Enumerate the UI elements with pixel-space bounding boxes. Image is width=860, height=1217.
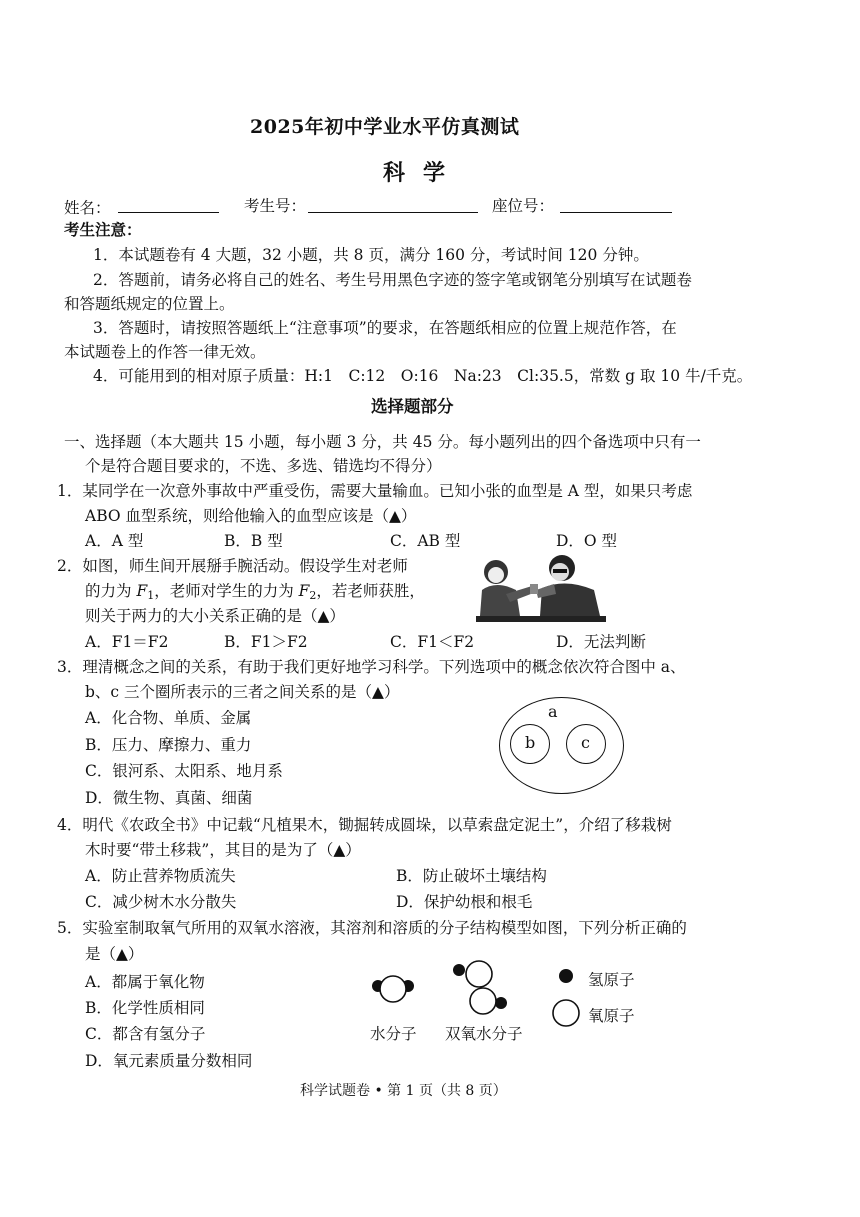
water-molecule-icon bbox=[372, 976, 414, 1002]
question-4: 4．明代《农政全书》中记载“凡植果木，锄掘转成圆垛，以草索盘定泥土”，介绍了移栽树 bbox=[57, 816, 672, 834]
name-label: 姓名： bbox=[64, 199, 111, 217]
option-b: B．压力、摩擦力、重力 bbox=[85, 736, 252, 754]
option-c: C．都含有氢分子 bbox=[85, 1025, 206, 1043]
option-d: D．无法判断 bbox=[556, 633, 646, 651]
question-2-line3: 则关于两力的大小关系正确的是（▲） bbox=[85, 607, 345, 625]
arm-wrestling-illustration bbox=[476, 550, 606, 628]
option-a: A．防止营养物质流失 bbox=[85, 867, 236, 885]
hydrogen-atom-icon bbox=[559, 969, 573, 983]
peroxide-molecule-label: 双氧水分子 bbox=[445, 1025, 523, 1043]
option-a: A．化合物、单质、金属 bbox=[85, 709, 252, 727]
option-b: B．化学性质相同 bbox=[85, 999, 205, 1017]
section-title: 选择题部分 bbox=[371, 397, 454, 416]
option-a: A．F1＝F2 bbox=[85, 633, 169, 651]
oxygen-atom-icon bbox=[553, 1000, 579, 1026]
option-d: D．保护幼根和根毛 bbox=[396, 893, 533, 911]
option-c: C．F1＜F2 bbox=[390, 633, 475, 651]
question-3: 3．理清概念之间的关系，有助于我们更好地学习科学。下列选项中的概念依次符合图中 a、 bbox=[57, 658, 686, 676]
question-1-line2: ABO 血型系统，则给他输入的血型应该是（▲） bbox=[85, 507, 417, 525]
notice-item: 3．答题时，请按照答题纸上“注意事项”的要求，在答题纸相应的位置上规范作答，在 bbox=[93, 319, 677, 337]
notice-item: 1．本试题卷有 4 大题，32 小题，共 8 页，满分 160 分，考试时间 120 分钟。 bbox=[93, 246, 649, 264]
exam-no-label: 考生号： bbox=[244, 197, 307, 215]
option-b: B．B 型 bbox=[224, 532, 283, 550]
exam-no-field[interactable] bbox=[308, 212, 478, 213]
question-5-line2: 是（▲） bbox=[85, 945, 144, 963]
legend-hydrogen-label: 氢原子 bbox=[588, 971, 635, 989]
venn-label-c: c bbox=[581, 733, 590, 752]
option-c: C．银河系、太阳系、地月系 bbox=[85, 762, 283, 780]
name-field[interactable] bbox=[118, 212, 219, 213]
notice-item: 本试题卷上的作答一律无效。 bbox=[64, 343, 266, 361]
option-b: B．F1＞F2 bbox=[224, 633, 308, 651]
water-molecule-label: 水分子 bbox=[370, 1025, 417, 1043]
section-heading: 一、选择题（本大题共 15 小题，每小题 3 分，共 45 分。每小题列出的四个备选项中只有一 bbox=[64, 433, 701, 451]
option-a: A．A 型 bbox=[85, 532, 144, 550]
venn-label-b: b bbox=[525, 733, 536, 752]
peroxide-molecule-icon bbox=[453, 961, 507, 1014]
subject-title: 科学 bbox=[383, 160, 464, 186]
question-2: 2．如图，师生间开展掰手腕活动。假设学生对老师 bbox=[57, 557, 408, 575]
notice-item: 4．可能用到的相对原子质量：H:1 C:12 O:16 Na:23 Cl:35.5，常数 g 取 10 牛/千克。 bbox=[93, 367, 753, 385]
venn-label-a: a bbox=[548, 702, 558, 721]
option-b: B．防止破坏土壤结构 bbox=[396, 867, 547, 885]
option-a: A．都属于氧化物 bbox=[85, 973, 205, 991]
exam-title: 2025年初中学业水平仿真测试 bbox=[250, 116, 520, 138]
option-d: D．氧元素质量分数相同 bbox=[85, 1052, 253, 1070]
question-4-line2: 木时要“带土移栽”，其目的是为了（▲） bbox=[85, 841, 361, 859]
question-1: 1．某同学在一次意外事故中严重受伤，需要大量输血。已知小张的血型是 A 型，如果只考虑 bbox=[57, 482, 693, 500]
notice-heading: 考生注意： bbox=[64, 220, 142, 239]
seat-label: 座位号： bbox=[492, 197, 555, 215]
option-c: C．减少树木水分散失 bbox=[85, 893, 237, 911]
molecule-models bbox=[362, 958, 522, 1020]
notice-item: 和答题纸规定的位置上。 bbox=[64, 295, 235, 313]
option-d: D．O 型 bbox=[556, 532, 618, 550]
option-c: C．AB 型 bbox=[390, 532, 461, 550]
question-2-line2: 的力为 $F_1$，老师对学生的力为 $F_2$，若老师获胜， bbox=[85, 582, 425, 602]
section-heading: 个是符合题目要求的，不选、多选、错选均不得分） bbox=[85, 457, 442, 475]
notice-item: 2．答题前，请务必将自己的姓名、考生号用黑色字迹的签字笔或钢笔分别填写在试题卷 bbox=[93, 271, 692, 289]
legend-oxygen-label: 氧原子 bbox=[588, 1007, 635, 1025]
seat-field[interactable] bbox=[560, 212, 672, 213]
option-d: D．微生物、真菌、细菌 bbox=[85, 789, 253, 807]
question-5: 5．实验室制取氧气所用的双氧水溶液，其溶剂和溶质的分子结构模型如图，下列分析正确的 bbox=[57, 919, 687, 937]
atom-legend bbox=[552, 966, 586, 1030]
question-3-line2: b、c 三个圈所表示的三者之间关系的是（▲） bbox=[85, 683, 400, 701]
page-footer: 科学试题卷 • 第 1 页（共 8 页） bbox=[300, 1083, 507, 1099]
